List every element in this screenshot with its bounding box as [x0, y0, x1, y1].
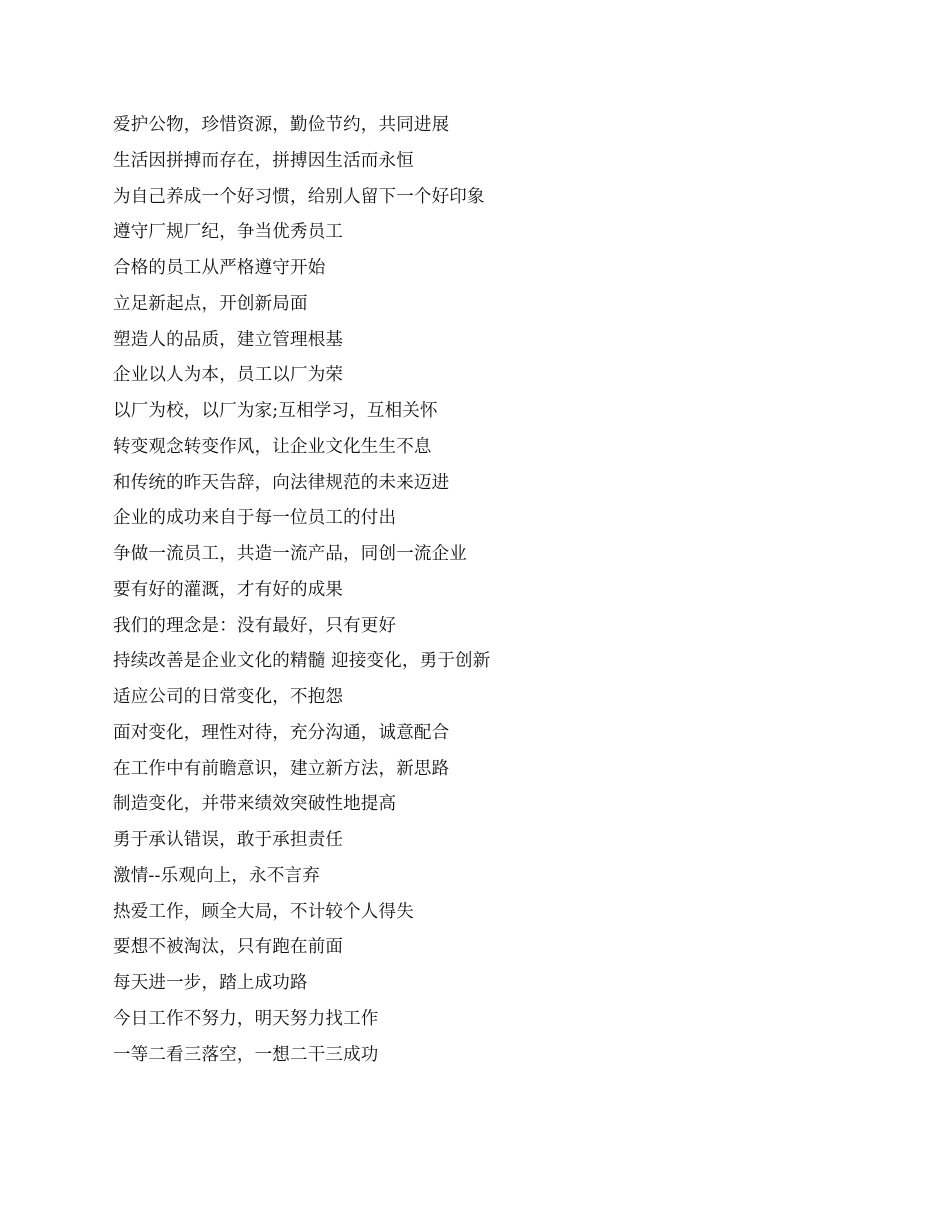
- text-line: 遵守厂规厂纪，争当优秀员工: [113, 222, 344, 243]
- text-line: 一等二看三落空，一想二干三成功: [113, 1044, 379, 1065]
- text-line: 要想不被淘汰，只有跑在前面: [113, 937, 344, 958]
- text-line: 激情--乐观向上，永不言弃: [113, 865, 320, 886]
- text-line: 勇于承认错误，敢于承担责任: [113, 830, 344, 850]
- text-line: 塑造人的品质，建立管理根基: [113, 329, 344, 350]
- text-line: 持续改善是企业文化的精髓 迎接变化，勇于创新: [113, 651, 491, 672]
- text-line: 为自己养成一个好习惯，给别人留下一个好印象: [113, 186, 485, 207]
- text-line: 热爱工作，顾全大局，不计较个人得失: [113, 901, 414, 922]
- text-line: 争做一流员工，共造一流产品，同创一流企业: [113, 544, 467, 564]
- text-line: 立足新起点，开创新局面: [113, 293, 308, 314]
- text-line: 今日工作不努力，明天努力找工作: [113, 1008, 379, 1029]
- text-line: 要有好的灌溉，才有好的成果: [113, 579, 344, 600]
- text-line: 面对变化，理性对待，充分沟通，诚意配合: [113, 722, 450, 743]
- text-line: 企业以人为本，员工以厂为荣: [113, 365, 344, 386]
- text-line: 以厂为校，以厂为家;互相学习，互相关怀: [113, 401, 438, 421]
- text-line: 适应公司的日常变化，不抱怨: [113, 687, 344, 707]
- slogan-list: [113, 108, 873, 1073]
- text-line: 转变观念转变作风，让企业文化生生不息: [113, 436, 432, 457]
- text-line: 制造变化，并带来绩效突破性地提高: [113, 794, 397, 815]
- text-line: 生活因拼搏而存在，拼搏因生活而永恒: [113, 150, 414, 171]
- text-line: 每天进一步，踏上成功路: [113, 973, 308, 993]
- text-line: 和传统的昨天告辞，向法律规范的未来迈进: [113, 472, 450, 493]
- text-line: 在工作中有前瞻意识，建立新方法，新思路: [113, 758, 450, 779]
- text-line: 我们的理念是：没有最好，只有更好: [113, 615, 397, 636]
- text-line: 合格的员工从严格遵守开始: [113, 258, 326, 278]
- text-line: 企业的成功来自于每一位员工的付出: [113, 508, 397, 529]
- text-line: 爱护公物，珍惜资源，勤俭节约，共同进展: [113, 115, 450, 135]
